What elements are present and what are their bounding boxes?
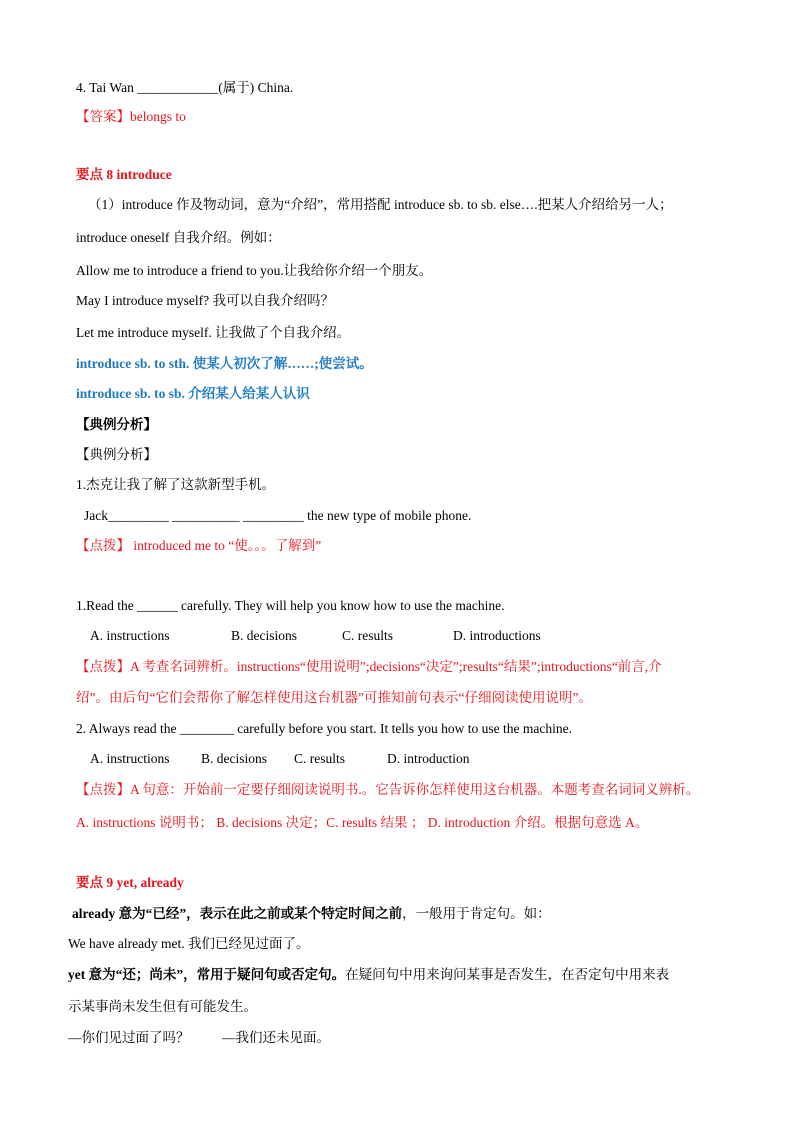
point9-dialogue-answer: —我们还未见面。 — [222, 1030, 330, 1045]
point9-yet-definition-line2: 示某事尚未发生但有可能发生。 — [68, 999, 257, 1014]
point8-example-1: Allow me to introduce a friend to you.让我给你介绍一个朋友。 — [76, 263, 433, 278]
example1-sentence: Jack_________ __________ _________ the new type of mobile phone. — [84, 508, 472, 523]
q4-question: 4. Tai Wan ____________(属于) China. — [76, 80, 294, 95]
mc1-hint-line2: 绍”。由后句“它们会帮你了解怎样使用这台机器”可推知前句表示“仔细阅读使用说明”。 — [76, 690, 592, 705]
point9-title: 要点 9 yet, already — [76, 875, 184, 890]
point9-dialogue-question: —你们见过面了吗？ — [68, 1030, 190, 1045]
mc2-question: 2. Always read the ________ carefully before you start. It tells you how to use the machine. — [76, 721, 572, 736]
already-definition-bold: already 意为“已经”，表示在此之前或某个特定时间之前 — [72, 906, 403, 921]
point8-definition-line2: introduce oneself 自我介绍。例如： — [76, 230, 281, 245]
mc1-option-b: B. decisions — [231, 628, 297, 643]
mc2-hint-line1: 【点拨】A 句意：开始前一定要仔细阅读说明书.。它告诉你怎样使用这台机器。本题考查名词词义辨析。 — [76, 782, 700, 797]
yet-definition-rest: 在疑问句中用来询问某事是否发生，在否定句中用来表 — [345, 967, 670, 982]
point8-title: 要点 8 introduce — [76, 167, 172, 182]
mc1-option-d: D. introductions — [453, 628, 541, 643]
mc1-option-c: C. results — [342, 628, 394, 643]
point9-already-definition — [72, 905, 551, 923]
point8-usage-1: introduce sb. to sth. 使某人初次了解……;使尝试。 — [76, 356, 373, 371]
mc1-question: 1.Read the ______ carefully. They will help you know how to use the machine. — [76, 598, 505, 613]
mc2-option-b: B. decisions — [201, 751, 267, 766]
mc1-option-a: A. instructions — [90, 628, 170, 643]
point8-example-2: May I introduce myself? 我可以自我介绍吗？ — [76, 293, 334, 308]
point8-example-3: Let me introduce myself. 让我做了个自我介绍。 — [76, 325, 351, 340]
mc2-option-c: C. results — [294, 751, 346, 766]
q4-answer: 【答案】belongs to — [76, 109, 186, 124]
mc1-hint-line1: 【点拨】A 考查名词辨析。instructions“使用说明”;decisions“决定”;results“结果”;introductions“前言,介 — [76, 659, 662, 674]
mc2-hint-line2: A. instructions 说明书； B. decisions 决定；C. results 结果 ； D. introduction 介绍。根据句意选 A。 — [76, 815, 649, 830]
typical-example-heading-bold: 【典例分析】 — [76, 417, 157, 432]
point9-example-1: We have already met. 我们已经见过面了。 — [68, 936, 310, 951]
typical-example-heading: 【典例分析】 — [76, 447, 157, 462]
point8-usage-2: introduce sb. to sb. 介绍某人给某人认识 — [76, 386, 310, 401]
mc2-option-d: D. introduction — [387, 751, 470, 766]
example1-prompt: 1.杰克让我了解了这款新型手机。 — [76, 477, 276, 492]
mc2-option-a: A. instructions — [90, 751, 170, 766]
example1-hint: 【点拨】 introduced me to “使。。。了解到” — [76, 538, 322, 553]
yet-definition-bold: yet 意为“还；尚未”，常用于疑问句或否定句。 — [68, 967, 346, 982]
point8-definition-line1: （1）introduce 作及物动词，意为“介绍”，常用搭配 introduce sb. to sb. else….把某人介绍给另一人； — [88, 197, 673, 212]
point9-yet-definition — [68, 966, 669, 984]
already-definition-rest: ，一般用于肯定句。如： — [402, 906, 551, 921]
